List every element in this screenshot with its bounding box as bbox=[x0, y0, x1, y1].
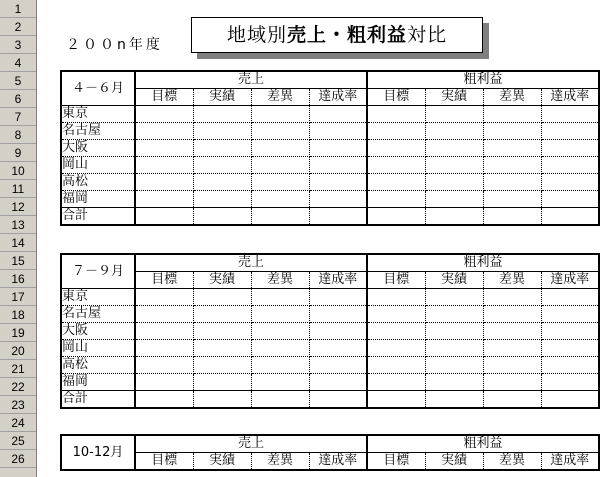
period-table bbox=[60, 70, 600, 226]
data-cell[interactable] bbox=[309, 340, 367, 357]
total-label[interactable]: 合計 bbox=[61, 208, 135, 226]
total-cell[interactable] bbox=[251, 208, 309, 226]
data-cell[interactable] bbox=[309, 289, 367, 306]
sheet-title bbox=[191, 17, 483, 53]
total-label[interactable]: 合計 bbox=[61, 391, 135, 409]
row-number[interactable]: 8 bbox=[0, 126, 36, 144]
row-number[interactable]: 15 bbox=[0, 252, 36, 270]
data-cell[interactable] bbox=[541, 374, 599, 391]
data-cell[interactable] bbox=[541, 157, 599, 174]
row-number[interactable]: 17 bbox=[0, 288, 36, 306]
row-number[interactable]: 6 bbox=[0, 90, 36, 108]
data-cell[interactable] bbox=[483, 157, 541, 174]
data-cell[interactable] bbox=[135, 289, 193, 306]
row-number[interactable]: 19 bbox=[0, 324, 36, 342]
data-cell[interactable] bbox=[193, 123, 251, 140]
column-header[interactable]: 差異 bbox=[251, 453, 309, 471]
region-name[interactable]: 岡山 bbox=[61, 340, 135, 357]
data-cell[interactable] bbox=[541, 191, 599, 208]
region-name[interactable]: 大阪 bbox=[61, 140, 135, 157]
data-cell[interactable] bbox=[483, 340, 541, 357]
data-cell[interactable] bbox=[483, 323, 541, 340]
data-cell[interactable] bbox=[309, 306, 367, 323]
data-cell[interactable] bbox=[367, 323, 425, 340]
data-cell[interactable] bbox=[309, 174, 367, 191]
total-cell[interactable] bbox=[425, 391, 483, 409]
data-cell[interactable] bbox=[367, 191, 425, 208]
data-cell[interactable] bbox=[251, 323, 309, 340]
data-cell[interactable] bbox=[541, 323, 599, 340]
data-cell[interactable] bbox=[541, 140, 599, 157]
total-row bbox=[61, 391, 599, 409]
data-cell[interactable] bbox=[541, 106, 599, 123]
data-cell[interactable] bbox=[483, 191, 541, 208]
data-cell[interactable] bbox=[309, 323, 367, 340]
total-cell[interactable] bbox=[367, 208, 425, 226]
region-row bbox=[61, 106, 599, 123]
data-cell[interactable] bbox=[483, 306, 541, 323]
data-cell[interactable] bbox=[193, 191, 251, 208]
total-cell[interactable] bbox=[309, 208, 367, 226]
data-cell[interactable] bbox=[135, 323, 193, 340]
row-number[interactable]: 22 bbox=[0, 378, 36, 396]
data-cell[interactable] bbox=[135, 357, 193, 374]
column-header[interactable]: 目標 bbox=[367, 89, 425, 106]
data-cell[interactable] bbox=[135, 123, 193, 140]
total-cell[interactable] bbox=[541, 391, 599, 409]
region-row bbox=[61, 374, 599, 391]
fiscal-year-label: ２００n年度 bbox=[66, 37, 163, 53]
data-cell[interactable] bbox=[309, 123, 367, 140]
region-row bbox=[61, 289, 599, 306]
gross-profit-header[interactable]: 粗利益 bbox=[367, 71, 599, 89]
data-cell[interactable] bbox=[193, 357, 251, 374]
data-cell[interactable] bbox=[425, 106, 483, 123]
data-cell[interactable] bbox=[193, 140, 251, 157]
row-number[interactable]: 24 bbox=[0, 414, 36, 432]
column-header[interactable]: 差異 bbox=[483, 453, 541, 471]
row-number[interactable]: 23 bbox=[0, 396, 36, 414]
data-cell[interactable] bbox=[425, 374, 483, 391]
data-cell[interactable] bbox=[251, 289, 309, 306]
period-table bbox=[60, 434, 600, 471]
data-cell[interactable] bbox=[251, 157, 309, 174]
data-cell[interactable] bbox=[135, 157, 193, 174]
region-name[interactable]: 高松 bbox=[61, 357, 135, 374]
total-cell[interactable] bbox=[251, 391, 309, 409]
data-cell[interactable] bbox=[135, 140, 193, 157]
column-header[interactable]: 達成率 bbox=[541, 272, 599, 289]
total-row bbox=[61, 208, 599, 226]
region-name[interactable]: 名古屋 bbox=[61, 123, 135, 140]
column-header[interactable]: 目標 bbox=[367, 453, 425, 471]
column-header[interactable]: 目標 bbox=[135, 89, 193, 106]
data-cell[interactable] bbox=[135, 374, 193, 391]
column-header[interactable]: 実績 bbox=[193, 89, 251, 106]
data-cell[interactable] bbox=[251, 340, 309, 357]
data-cell[interactable] bbox=[541, 174, 599, 191]
data-cell[interactable] bbox=[135, 191, 193, 208]
period-label[interactable]: ７－９月 bbox=[61, 254, 135, 289]
title-part-1: 地域別 bbox=[226, 24, 287, 46]
region-name[interactable]: 名古屋 bbox=[61, 306, 135, 323]
data-cell[interactable] bbox=[193, 340, 251, 357]
data-cell[interactable] bbox=[251, 123, 309, 140]
data-cell[interactable] bbox=[193, 289, 251, 306]
region-row bbox=[61, 340, 599, 357]
total-cell[interactable] bbox=[425, 208, 483, 226]
row-number[interactable]: 13 bbox=[0, 216, 36, 234]
data-cell[interactable] bbox=[541, 123, 599, 140]
row-number[interactable]: 26 bbox=[0, 450, 36, 468]
data-cell[interactable] bbox=[425, 174, 483, 191]
region-row bbox=[61, 191, 599, 208]
data-cell[interactable] bbox=[251, 106, 309, 123]
column-header[interactable]: 差異 bbox=[251, 89, 309, 106]
row-number[interactable]: 10 bbox=[0, 162, 36, 180]
title-part-3: 対比 bbox=[407, 24, 448, 46]
data-cell[interactable] bbox=[367, 106, 425, 123]
data-cell[interactable] bbox=[309, 357, 367, 374]
total-cell[interactable] bbox=[135, 208, 193, 226]
period-table bbox=[60, 253, 600, 409]
data-cell[interactable] bbox=[367, 157, 425, 174]
data-cell[interactable] bbox=[483, 374, 541, 391]
column-header[interactable]: 差異 bbox=[483, 272, 541, 289]
data-cell[interactable] bbox=[541, 289, 599, 306]
data-cell[interactable] bbox=[135, 306, 193, 323]
total-cell[interactable] bbox=[483, 391, 541, 409]
region-row bbox=[61, 323, 599, 340]
row-number[interactable]: 11 bbox=[0, 180, 36, 198]
data-cell[interactable] bbox=[425, 123, 483, 140]
data-cell[interactable] bbox=[483, 174, 541, 191]
data-cell[interactable] bbox=[483, 357, 541, 374]
data-cell[interactable] bbox=[251, 140, 309, 157]
column-header[interactable]: 達成率 bbox=[309, 272, 367, 289]
gross-profit-header[interactable]: 粗利益 bbox=[367, 435, 599, 453]
data-cell[interactable] bbox=[425, 157, 483, 174]
column-header[interactable]: 実績 bbox=[425, 89, 483, 106]
column-header[interactable]: 達成率 bbox=[309, 89, 367, 106]
region-name[interactable]: 高松 bbox=[61, 174, 135, 191]
period-label[interactable]: 10-12月 bbox=[61, 435, 135, 470]
data-cell[interactable] bbox=[135, 106, 193, 123]
data-cell[interactable] bbox=[483, 106, 541, 123]
row-number[interactable]: 25 bbox=[0, 432, 36, 450]
row-number[interactable]: 2 bbox=[0, 18, 36, 36]
data-cell[interactable] bbox=[367, 357, 425, 374]
row-number[interactable]: 3 bbox=[0, 36, 36, 54]
total-cell[interactable] bbox=[367, 391, 425, 409]
data-cell[interactable] bbox=[193, 157, 251, 174]
region-name[interactable]: 大阪 bbox=[61, 323, 135, 340]
data-cell[interactable] bbox=[193, 174, 251, 191]
row-number[interactable]: 12 bbox=[0, 198, 36, 216]
data-cell[interactable] bbox=[193, 306, 251, 323]
column-header[interactable]: 目標 bbox=[135, 272, 193, 289]
region-name[interactable]: 福岡 bbox=[61, 191, 135, 208]
column-header[interactable]: 実績 bbox=[193, 453, 251, 471]
data-cell[interactable] bbox=[367, 306, 425, 323]
data-cell[interactable] bbox=[425, 306, 483, 323]
column-header[interactable]: 実績 bbox=[425, 272, 483, 289]
data-cell[interactable] bbox=[135, 174, 193, 191]
data-cell[interactable] bbox=[309, 140, 367, 157]
region-row bbox=[61, 123, 599, 140]
data-cell[interactable] bbox=[483, 140, 541, 157]
region-name[interactable]: 東京 bbox=[61, 289, 135, 306]
column-header[interactable]: 達成率 bbox=[541, 453, 599, 471]
data-cell[interactable] bbox=[309, 157, 367, 174]
data-cell[interactable] bbox=[367, 340, 425, 357]
total-cell[interactable] bbox=[309, 391, 367, 409]
row-number[interactable]: 14 bbox=[0, 234, 36, 252]
data-cell[interactable] bbox=[251, 191, 309, 208]
region-row bbox=[61, 157, 599, 174]
gross-profit-header[interactable]: 粗利益 bbox=[367, 254, 599, 272]
region-name[interactable]: 福岡 bbox=[61, 374, 135, 391]
total-cell[interactable] bbox=[483, 208, 541, 226]
row-number[interactable]: 7 bbox=[0, 108, 36, 126]
data-cell[interactable] bbox=[367, 174, 425, 191]
region-row bbox=[61, 357, 599, 374]
data-cell[interactable] bbox=[483, 123, 541, 140]
data-cell[interactable] bbox=[309, 191, 367, 208]
data-cell[interactable] bbox=[193, 106, 251, 123]
column-header[interactable]: 差異 bbox=[251, 272, 309, 289]
total-cell[interactable] bbox=[193, 391, 251, 409]
data-cell[interactable] bbox=[251, 357, 309, 374]
data-cell[interactable] bbox=[425, 340, 483, 357]
total-cell[interactable] bbox=[135, 391, 193, 409]
column-header[interactable]: 実績 bbox=[425, 453, 483, 471]
row-number[interactable]: 18 bbox=[0, 306, 36, 324]
data-cell[interactable] bbox=[367, 140, 425, 157]
row-number[interactable]: 16 bbox=[0, 270, 36, 288]
row-number[interactable]: 9 bbox=[0, 144, 36, 162]
total-cell[interactable] bbox=[193, 208, 251, 226]
sales-header[interactable]: 売上 bbox=[135, 254, 367, 272]
total-cell[interactable] bbox=[541, 208, 599, 226]
data-cell[interactable] bbox=[425, 357, 483, 374]
column-header[interactable]: 目標 bbox=[135, 453, 193, 471]
column-header[interactable]: 差異 bbox=[483, 89, 541, 106]
region-row bbox=[61, 306, 599, 323]
data-cell[interactable] bbox=[251, 374, 309, 391]
row-number[interactable]: 4 bbox=[0, 54, 36, 72]
period-label[interactable]: ４－６月 bbox=[61, 71, 135, 106]
data-cell[interactable] bbox=[251, 306, 309, 323]
column-header[interactable]: 実績 bbox=[193, 272, 251, 289]
data-cell[interactable] bbox=[425, 191, 483, 208]
data-cell[interactable] bbox=[309, 374, 367, 391]
row-number[interactable]: 21 bbox=[0, 360, 36, 378]
data-cell[interactable] bbox=[483, 289, 541, 306]
data-cell[interactable] bbox=[367, 374, 425, 391]
data-cell[interactable] bbox=[367, 289, 425, 306]
data-cell[interactable] bbox=[135, 340, 193, 357]
row-header-column bbox=[0, 0, 37, 477]
data-cell[interactable] bbox=[541, 357, 599, 374]
row-number[interactable]: 5 bbox=[0, 72, 36, 90]
title-part-2: 売上・粗利益 bbox=[286, 24, 407, 46]
data-cell[interactable] bbox=[309, 106, 367, 123]
data-cell[interactable] bbox=[367, 123, 425, 140]
region-name[interactable]: 岡山 bbox=[61, 157, 135, 174]
sales-header[interactable]: 売上 bbox=[135, 435, 367, 453]
data-cell[interactable] bbox=[541, 340, 599, 357]
data-cell[interactable] bbox=[251, 174, 309, 191]
column-header[interactable]: 目標 bbox=[367, 272, 425, 289]
column-header[interactable]: 達成率 bbox=[541, 89, 599, 106]
data-cell[interactable] bbox=[425, 289, 483, 306]
data-cell[interactable] bbox=[425, 140, 483, 157]
sales-header[interactable]: 売上 bbox=[135, 71, 367, 89]
data-cell[interactable] bbox=[193, 323, 251, 340]
data-cell[interactable] bbox=[425, 323, 483, 340]
data-cell[interactable] bbox=[541, 306, 599, 323]
row-number[interactable]: 1 bbox=[0, 0, 36, 18]
data-cell[interactable] bbox=[193, 374, 251, 391]
row-number[interactable]: 20 bbox=[0, 342, 36, 360]
column-header[interactable]: 達成率 bbox=[309, 453, 367, 471]
region-row bbox=[61, 174, 599, 191]
region-row bbox=[61, 140, 599, 157]
region-name[interactable]: 東京 bbox=[61, 106, 135, 123]
